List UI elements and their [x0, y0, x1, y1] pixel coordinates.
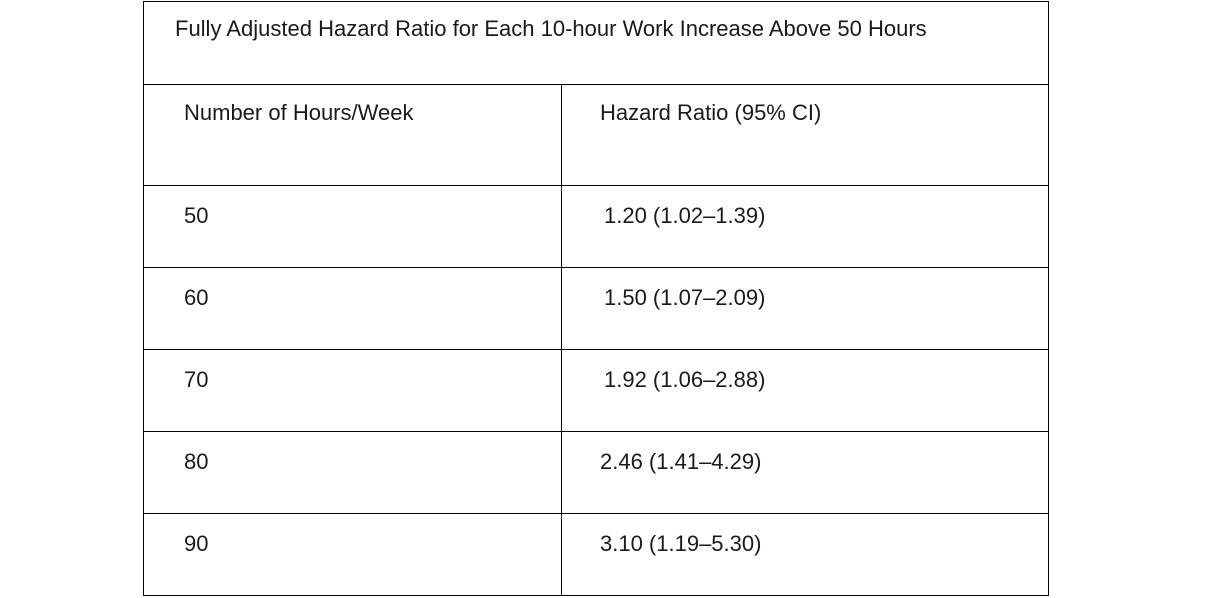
- table-row: [144, 268, 1048, 350]
- hazard-ratio-table: [143, 1, 1049, 596]
- hazard-ratio-cell: 1.92 (1.06–2.88): [604, 367, 766, 392]
- table-row: [144, 350, 1048, 432]
- hours-cell: 50: [184, 203, 209, 228]
- hours-cell: 80: [184, 449, 209, 474]
- table-row: [144, 432, 1048, 514]
- table-header-row: [144, 85, 1048, 186]
- header-hazard-ratio: Hazard Ratio (95% CI): [600, 100, 822, 125]
- hazard-ratio-cell: 2.46 (1.41–4.29): [600, 449, 762, 474]
- hazard-ratio-cell: 1.50 (1.07–2.09): [604, 285, 766, 310]
- header-hours: Number of Hours/Week: [184, 100, 414, 125]
- hours-cell: 60: [184, 285, 209, 310]
- hazard-ratio-cell: 3.10 (1.19–5.30): [600, 531, 762, 556]
- hazard-ratio-cell: 1.20 (1.02–1.39): [604, 203, 766, 228]
- hours-cell: 90: [184, 531, 209, 556]
- table-row: [144, 514, 1048, 597]
- table-row: [144, 186, 1048, 268]
- table-title-row: [144, 2, 1048, 85]
- table-title: Fully Adjusted Hazard Ratio for Each 10-hour Work Increase Above 50 Hours: [175, 16, 927, 41]
- hours-cell: 70: [184, 367, 209, 392]
